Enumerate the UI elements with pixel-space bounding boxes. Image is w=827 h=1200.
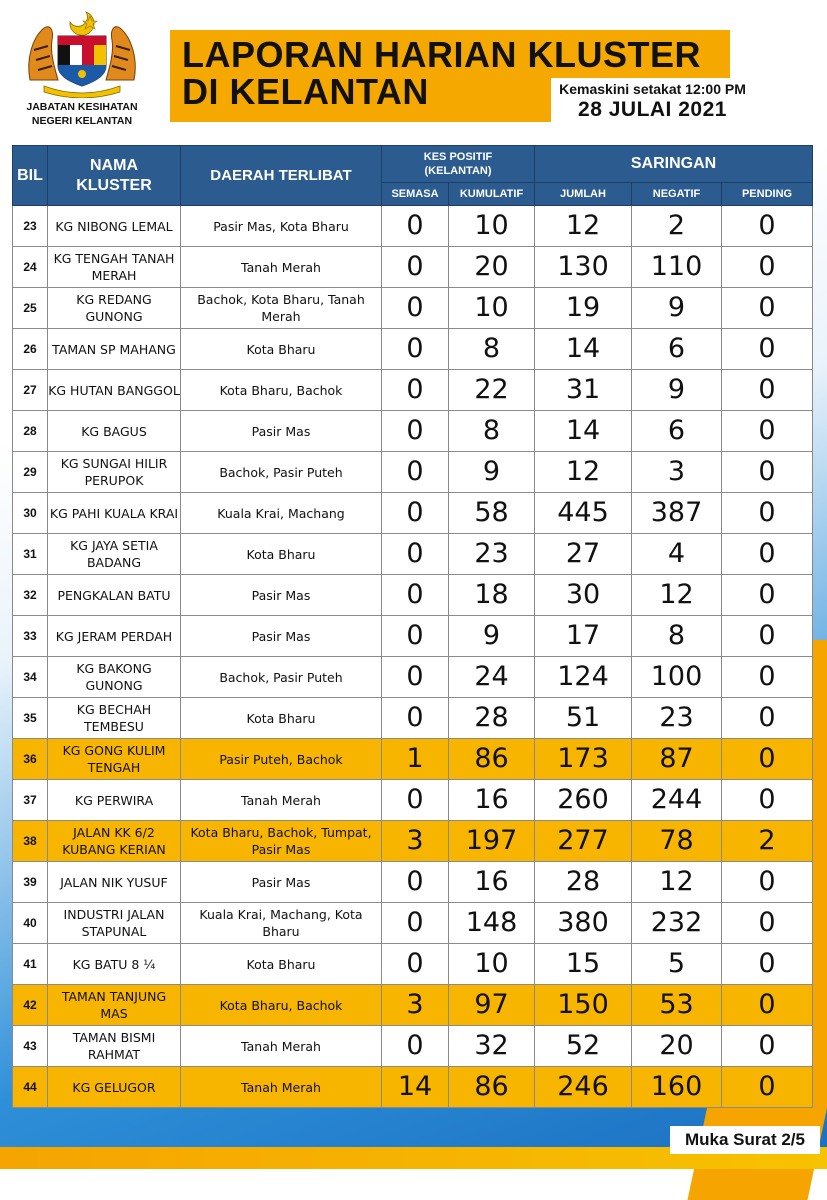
table-row xyxy=(13,206,813,247)
kes-kumulatif: 32 xyxy=(449,1026,535,1067)
saringan-negatif: 12 xyxy=(632,862,722,903)
saringan-jumlah: 52 xyxy=(535,1026,632,1067)
saringan-jumlah: 380 xyxy=(535,903,632,944)
district: Pasir Mas xyxy=(181,616,382,657)
district: Kota Bharu xyxy=(181,698,382,739)
table-body xyxy=(13,206,813,1108)
header-kes-positif: KES POSITIF (KELANTAN) xyxy=(382,146,535,183)
saringan-jumlah: 12 xyxy=(535,452,632,493)
kes-kumulatif: 10 xyxy=(449,944,535,985)
cluster-name: KG BECHAH TEMBESU xyxy=(48,698,181,739)
title-line-2: DI KELANTAN xyxy=(182,71,429,112)
kes-semasa: 14 xyxy=(382,1067,449,1108)
kes-semasa: 0 xyxy=(382,247,449,288)
header-saringan: SARINGAN xyxy=(535,146,813,183)
kes-semasa: 0 xyxy=(382,903,449,944)
row-bil: 42 xyxy=(13,985,48,1026)
kes-semasa: 0 xyxy=(382,493,449,534)
saringan-jumlah: 14 xyxy=(535,411,632,452)
saringan-negatif: 9 xyxy=(632,288,722,329)
table-row xyxy=(13,288,813,329)
saringan-pending: 0 xyxy=(722,1067,813,1108)
kes-semasa: 0 xyxy=(382,206,449,247)
district: Tanah Merah xyxy=(181,1026,382,1067)
row-bil: 25 xyxy=(13,288,48,329)
cluster-name: KG BAKONG GUNONG xyxy=(48,657,181,698)
district: Pasir Mas xyxy=(181,411,382,452)
row-bil: 36 xyxy=(13,739,48,780)
saringan-jumlah: 173 xyxy=(535,739,632,780)
kes-semasa: 0 xyxy=(382,780,449,821)
table-row xyxy=(13,616,813,657)
kes-semasa: 0 xyxy=(382,534,449,575)
cluster-name: KG BATU 8 ¼ xyxy=(48,944,181,985)
row-bil: 23 xyxy=(13,206,48,247)
saringan-pending: 0 xyxy=(722,739,813,780)
header-nama-kluster: NAMA KLUSTER xyxy=(48,146,181,206)
table-row xyxy=(13,534,813,575)
row-bil: 31 xyxy=(13,534,48,575)
saringan-pending: 0 xyxy=(722,288,813,329)
kes-semasa: 0 xyxy=(382,862,449,903)
kes-kumulatif: 8 xyxy=(449,411,535,452)
row-bil: 41 xyxy=(13,944,48,985)
kes-kumulatif: 9 xyxy=(449,616,535,657)
cluster-name: KG NIBONG LEMAL xyxy=(48,206,181,247)
kes-semasa: 1 xyxy=(382,739,449,780)
saringan-pending: 0 xyxy=(722,903,813,944)
cluster-name: KG REDANG GUNONG xyxy=(48,288,181,329)
kes-kumulatif: 23 xyxy=(449,534,535,575)
saringan-pending: 0 xyxy=(722,370,813,411)
district: Kota Bharu, Bachok, Tumpat, Pasir Mas xyxy=(181,821,382,862)
district: Pasir Puteh, Bachok xyxy=(181,739,382,780)
cluster-name: KG PERWIRA xyxy=(48,780,181,821)
saringan-pending: 0 xyxy=(722,452,813,493)
cluster-name: KG GONG KULIM TENGAH xyxy=(48,739,181,780)
saringan-pending: 0 xyxy=(722,698,813,739)
saringan-jumlah: 260 xyxy=(535,780,632,821)
coat-of-arms-logo xyxy=(24,10,140,98)
row-bil: 34 xyxy=(13,657,48,698)
saringan-negatif: 12 xyxy=(632,575,722,616)
row-bil: 44 xyxy=(13,1067,48,1108)
kes-kumulatif: 16 xyxy=(449,862,535,903)
saringan-jumlah: 445 xyxy=(535,493,632,534)
saringan-pending: 0 xyxy=(722,944,813,985)
saringan-jumlah: 124 xyxy=(535,657,632,698)
saringan-jumlah: 27 xyxy=(535,534,632,575)
kes-kumulatif: 86 xyxy=(449,1067,535,1108)
kes-semasa: 3 xyxy=(382,821,449,862)
district: Pasir Mas, Kota Bharu xyxy=(181,206,382,247)
saringan-pending: 0 xyxy=(722,862,813,903)
saringan-jumlah: 19 xyxy=(535,288,632,329)
kes-kumulatif: 148 xyxy=(449,903,535,944)
cluster-name: TAMAN BISMI RAHMAT xyxy=(48,1026,181,1067)
saringan-pending: 0 xyxy=(722,780,813,821)
row-bil: 32 xyxy=(13,575,48,616)
kes-kumulatif: 10 xyxy=(449,206,535,247)
saringan-jumlah: 14 xyxy=(535,329,632,370)
cluster-name: KG HUTAN BANGGOL xyxy=(48,370,181,411)
kes-semasa: 0 xyxy=(382,616,449,657)
row-bil: 40 xyxy=(13,903,48,944)
cluster-name: TAMAN SP MAHANG xyxy=(48,329,181,370)
page-number: Muka Surat 2/5 xyxy=(670,1126,820,1154)
row-bil: 30 xyxy=(13,493,48,534)
kes-kumulatif: 20 xyxy=(449,247,535,288)
header-bil: BIL xyxy=(13,146,48,206)
saringan-pending: 0 xyxy=(722,411,813,452)
kes-semasa: 0 xyxy=(382,370,449,411)
kes-kumulatif: 10 xyxy=(449,288,535,329)
header-kumulatif: KUMULATIF xyxy=(449,183,535,206)
kes-semasa: 0 xyxy=(382,575,449,616)
cluster-name: JALAN KK 6/2 KUBANG KERIAN xyxy=(48,821,181,862)
header-negatif: NEGATIF xyxy=(632,183,722,206)
row-bil: 43 xyxy=(13,1026,48,1067)
district: Pasir Mas xyxy=(181,575,382,616)
cluster-name: KG JERAM PERDAH xyxy=(48,616,181,657)
saringan-jumlah: 30 xyxy=(535,575,632,616)
report-date: 28 JULAI 2021 xyxy=(578,98,727,121)
table-row xyxy=(13,1067,813,1108)
saringan-negatif: 232 xyxy=(632,903,722,944)
saringan-jumlah: 277 xyxy=(535,821,632,862)
row-bil: 39 xyxy=(13,862,48,903)
district: Kota Bharu, Bachok xyxy=(181,370,382,411)
saringan-negatif: 5 xyxy=(632,944,722,985)
saringan-pending: 0 xyxy=(722,329,813,370)
table-row xyxy=(13,575,813,616)
kes-kumulatif: 8 xyxy=(449,329,535,370)
kes-semasa: 0 xyxy=(382,329,449,370)
kes-kumulatif: 18 xyxy=(449,575,535,616)
header-daerah-terlibat: DAERAH TERLIBAT xyxy=(181,146,382,206)
table-row xyxy=(13,780,813,821)
table-row xyxy=(13,370,813,411)
header-jumlah: JUMLAH xyxy=(535,183,632,206)
table-row xyxy=(13,452,813,493)
cluster-name: KG PAHI KUALA KRAI xyxy=(48,493,181,534)
row-bil: 33 xyxy=(13,616,48,657)
table-row xyxy=(13,411,813,452)
saringan-negatif: 78 xyxy=(632,821,722,862)
kes-kumulatif: 16 xyxy=(449,780,535,821)
saringan-jumlah: 17 xyxy=(535,616,632,657)
kes-semasa: 0 xyxy=(382,698,449,739)
saringan-pending: 2 xyxy=(722,821,813,862)
cluster-name: JALAN NIK YUSUF xyxy=(48,862,181,903)
kes-semasa: 0 xyxy=(382,1026,449,1067)
cluster-name: KG SUNGAI HILIR PERUPOK xyxy=(48,452,181,493)
district: Tanah Merah xyxy=(181,1067,382,1108)
saringan-pending: 0 xyxy=(722,657,813,698)
saringan-jumlah: 51 xyxy=(535,698,632,739)
saringan-negatif: 3 xyxy=(632,452,722,493)
kes-semasa: 0 xyxy=(382,288,449,329)
saringan-pending: 0 xyxy=(722,206,813,247)
saringan-negatif: 6 xyxy=(632,411,722,452)
table-row xyxy=(13,903,813,944)
cluster-table xyxy=(12,145,813,1108)
saringan-negatif: 20 xyxy=(632,1026,722,1067)
kes-kumulatif: 58 xyxy=(449,493,535,534)
saringan-pending: 0 xyxy=(722,985,813,1026)
table-row xyxy=(13,247,813,288)
kes-semasa: 0 xyxy=(382,411,449,452)
row-bil: 35 xyxy=(13,698,48,739)
saringan-negatif: 8 xyxy=(632,616,722,657)
title-line-1: LAPORAN HARIAN KLUSTER xyxy=(182,34,701,75)
updated-label: Kemaskini setakat 12:00 PM xyxy=(559,81,746,97)
saringan-pending: 0 xyxy=(722,247,813,288)
saringan-pending: 0 xyxy=(722,575,813,616)
row-bil: 38 xyxy=(13,821,48,862)
cluster-name: KG GELUGOR xyxy=(48,1067,181,1108)
row-bil: 26 xyxy=(13,329,48,370)
district: Bachok, Pasir Puteh xyxy=(181,657,382,698)
kes-kumulatif: 86 xyxy=(449,739,535,780)
header-pending: PENDING xyxy=(722,183,813,206)
table-row xyxy=(13,698,813,739)
district: Bachok, Kota Bharu, Tanah Merah xyxy=(181,288,382,329)
kes-kumulatif: 22 xyxy=(449,370,535,411)
table-row xyxy=(13,862,813,903)
saringan-negatif: 4 xyxy=(632,534,722,575)
kes-semasa: 3 xyxy=(382,985,449,1026)
kes-kumulatif: 197 xyxy=(449,821,535,862)
district: Tanah Merah xyxy=(181,247,382,288)
department-name: JABATAN KESIHATAN NEGERI KELANTAN xyxy=(26,101,138,127)
saringan-jumlah: 150 xyxy=(535,985,632,1026)
cluster-name: PENGKALAN BATU xyxy=(48,575,181,616)
table-row xyxy=(13,657,813,698)
saringan-negatif: 23 xyxy=(632,698,722,739)
district: Kuala Krai, Machang, Kota Bharu xyxy=(181,903,382,944)
row-bil: 27 xyxy=(13,370,48,411)
table-row xyxy=(13,1026,813,1067)
district: Kota Bharu xyxy=(181,944,382,985)
district: Bachok, Pasir Puteh xyxy=(181,452,382,493)
table-row xyxy=(13,329,813,370)
kes-semasa: 0 xyxy=(382,657,449,698)
district: Pasir Mas xyxy=(181,862,382,903)
cluster-name: KG BAGUS xyxy=(48,411,181,452)
update-date-box xyxy=(551,78,754,126)
saringan-jumlah: 246 xyxy=(535,1067,632,1108)
saringan-negatif: 244 xyxy=(632,780,722,821)
table-row xyxy=(13,739,813,780)
kes-kumulatif: 9 xyxy=(449,452,535,493)
saringan-negatif: 160 xyxy=(632,1067,722,1108)
saringan-negatif: 387 xyxy=(632,493,722,534)
table-row xyxy=(13,985,813,1026)
cluster-name: KG JAYA SETIA BADANG xyxy=(48,534,181,575)
row-bil: 28 xyxy=(13,411,48,452)
saringan-jumlah: 28 xyxy=(535,862,632,903)
saringan-negatif: 110 xyxy=(632,247,722,288)
saringan-pending: 0 xyxy=(722,1026,813,1067)
row-bil: 29 xyxy=(13,452,48,493)
saringan-jumlah: 130 xyxy=(535,247,632,288)
saringan-pending: 0 xyxy=(722,534,813,575)
header-semasa: SEMASA xyxy=(382,183,449,206)
saringan-negatif: 6 xyxy=(632,329,722,370)
kes-semasa: 0 xyxy=(382,452,449,493)
saringan-jumlah: 31 xyxy=(535,370,632,411)
row-bil: 24 xyxy=(13,247,48,288)
saringan-jumlah: 15 xyxy=(535,944,632,985)
district: Kota Bharu xyxy=(181,534,382,575)
kes-kumulatif: 28 xyxy=(449,698,535,739)
saringan-pending: 0 xyxy=(722,493,813,534)
cluster-name: KG TENGAH TANAH MERAH xyxy=(48,247,181,288)
district: Tanah Merah xyxy=(181,780,382,821)
table-row xyxy=(13,821,813,862)
saringan-jumlah: 12 xyxy=(535,206,632,247)
cluster-name: TAMAN TANJUNG MAS xyxy=(48,985,181,1026)
cluster-name: INDUSTRI JALAN STAPUNAL xyxy=(48,903,181,944)
district: Kota Bharu, Bachok xyxy=(181,985,382,1026)
row-bil: 37 xyxy=(13,780,48,821)
saringan-negatif: 9 xyxy=(632,370,722,411)
saringan-negatif: 87 xyxy=(632,739,722,780)
saringan-negatif: 53 xyxy=(632,985,722,1026)
table-row xyxy=(13,944,813,985)
table-row xyxy=(13,493,813,534)
kes-kumulatif: 24 xyxy=(449,657,535,698)
saringan-negatif: 2 xyxy=(632,206,722,247)
district: Kota Bharu xyxy=(181,329,382,370)
kes-semasa: 0 xyxy=(382,944,449,985)
saringan-negatif: 100 xyxy=(632,657,722,698)
kes-kumulatif: 97 xyxy=(449,985,535,1026)
district: Kuala Krai, Machang xyxy=(181,493,382,534)
saringan-pending: 0 xyxy=(722,616,813,657)
